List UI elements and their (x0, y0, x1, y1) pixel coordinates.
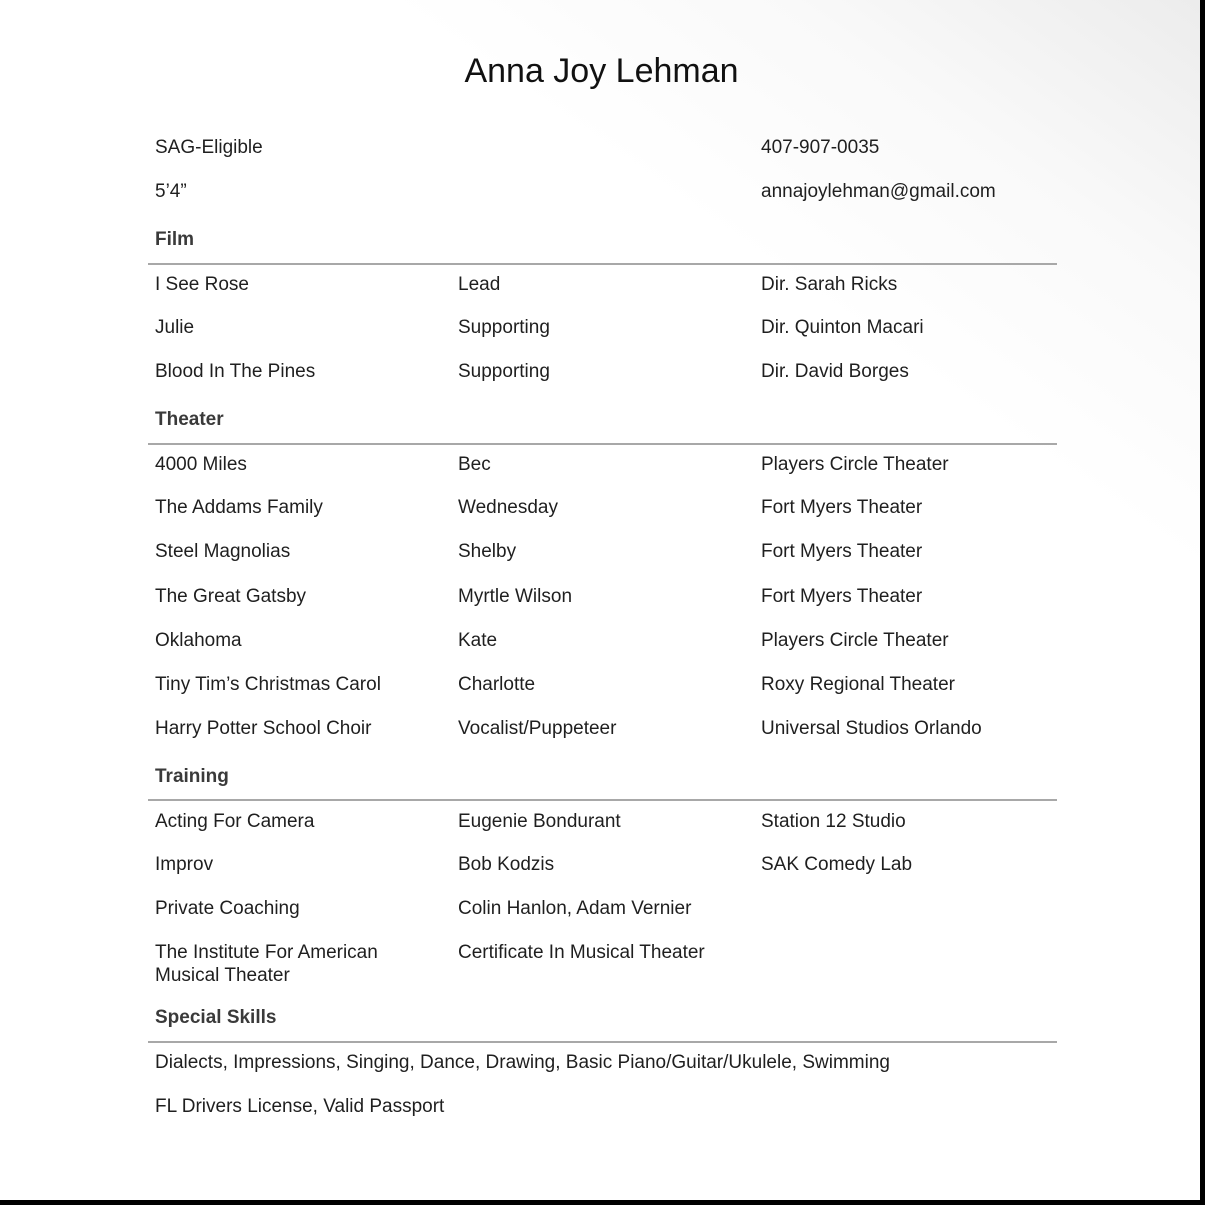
training-course: Acting For Camera (155, 811, 315, 832)
theater-role: Bec (458, 454, 491, 475)
theater-title: The Great Gatsby (155, 586, 307, 607)
theater-venue: Fort Myers Theater (761, 497, 923, 518)
theater-title: Tiny Tim’s Christmas Carol (155, 674, 381, 695)
theater-role: Charlotte (458, 674, 536, 695)
training-studio: Station 12 Studio (761, 811, 906, 832)
skills-line: FL Drivers License, Valid Passport (155, 1096, 445, 1117)
theater-role: Wednesday (458, 497, 558, 518)
section-divider (148, 1041, 1057, 1043)
film-director: Dir. Quinton Macari (761, 317, 924, 338)
union-status: SAG-Eligible (155, 137, 263, 158)
section-divider (148, 443, 1057, 445)
theater-venue: Roxy Regional Theater (761, 674, 955, 695)
section-heading-theater: Theater (155, 409, 224, 430)
theater-title: Steel Magnolias (155, 541, 291, 562)
training-teacher: Colin Hanlon, Adam Vernier (458, 898, 692, 919)
film-role: Supporting (458, 361, 550, 382)
training-teacher: Eugenie Bondurant (458, 811, 621, 832)
actor-name: Anna Joy Lehman (464, 52, 739, 90)
film-director: Dir. David Borges (761, 361, 909, 382)
height: 5’4” (155, 181, 187, 202)
section-heading-training: Training (155, 766, 229, 787)
theater-role: Myrtle Wilson (458, 586, 573, 607)
film-title: I See Rose (155, 274, 249, 295)
theater-venue: Universal Studios Orlando (761, 718, 982, 739)
theater-title: Harry Potter School Choir (155, 718, 372, 739)
theater-role: Vocalist/Puppeteer (458, 718, 617, 739)
film-title: Blood In The Pines (155, 361, 316, 382)
training-teacher: Bob Kodzis (458, 854, 555, 875)
theater-title: 4000 Miles (155, 454, 247, 475)
film-role: Supporting (458, 317, 550, 338)
film-director: Dir. Sarah Ricks (761, 274, 898, 295)
training-course: Improv (155, 854, 214, 875)
section-heading-skills: Special Skills (155, 1007, 277, 1028)
theater-venue: Fort Myers Theater (761, 586, 923, 607)
email-address: annajoylehman@gmail.com (761, 181, 996, 202)
section-divider (148, 263, 1057, 265)
training-course: The Institute For American Musical Theater (155, 942, 378, 986)
skills-line: Dialects, Impressions, Singing, Dance, Drawing, Basic Piano/Guitar/Ukulele, Swimming (155, 1052, 890, 1073)
theater-venue: Fort Myers Theater (761, 541, 923, 562)
phone-number: 407-907-0035 (761, 137, 880, 158)
theater-venue: Players Circle Theater (761, 630, 949, 651)
film-title: Julie (155, 317, 195, 338)
section-heading-film: Film (155, 229, 195, 250)
training-teacher: Certificate In Musical Theater (458, 942, 705, 963)
training-studio: SAK Comedy Lab (761, 854, 913, 875)
theater-title: Oklahoma (155, 630, 242, 651)
theater-venue: Players Circle Theater (761, 454, 949, 475)
theater-role: Shelby (458, 541, 517, 562)
training-course: Private Coaching (155, 898, 300, 919)
theater-role: Kate (458, 630, 498, 651)
theater-title: The Addams Family (155, 497, 323, 518)
film-role: Lead (458, 274, 501, 295)
section-divider (148, 799, 1057, 801)
